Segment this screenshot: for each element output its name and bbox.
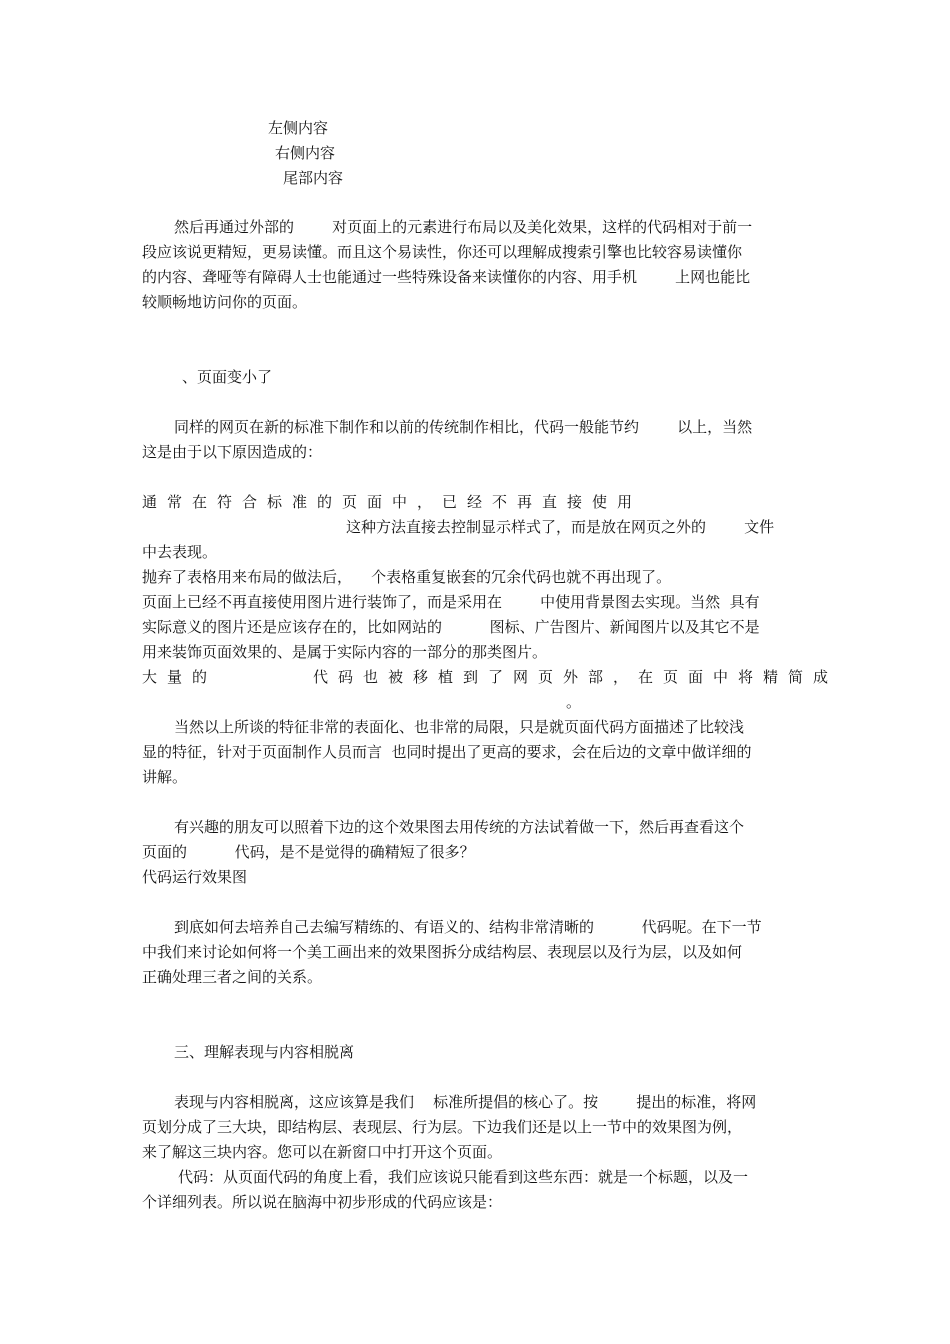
paragraph-line: 页划分成了三大块，即结构层、表现层、行为层。下边我们还是以上一节中的效果图为例， <box>142 1118 743 1136</box>
list-item: 代码也被移植到了网页外部，在页面中将精简成 <box>313 668 839 686</box>
paragraph-line: 显的特征，针对于页面制作人员而言 也同时提出了更高的要求，会在后边的文章中做详细的 <box>142 743 752 761</box>
list-item: 抛弃了表格用来布局的做法后， 个表格重复嵌套的冗余代码也就不再出现了。 <box>142 568 672 586</box>
list-item: 通常在符合标准的页面中，已经不再直接使用 <box>142 493 643 511</box>
list-item: 大量的 <box>142 668 218 686</box>
paragraph-line: 来了解这三块内容。您可以在新窗口中打开这个页面。 <box>142 1143 503 1161</box>
section-heading: 、页面变小了 <box>182 368 273 386</box>
paragraph-line: 代码：从页面代码的角度上看，我们应该说只能看到这些东西：就是一个标题，以及一 <box>178 1168 749 1186</box>
paragraph-line: 有兴趣的朋友可以照着下边的这个效果图去用传统的方法试着做一下，然后再查看这个 <box>174 818 745 836</box>
paragraph-line: 页面的 代码，是不是觉得的确精短了很多？ <box>142 843 475 861</box>
paragraph-line: 到底如何去培养自己去编写精练的、有语义的、结构非常清晰的 代码呢。在下一节 <box>174 918 762 936</box>
paragraph-line: 当然以上所谈的特征非常的表面化、也非常的局限，只是就页面代码方面描述了比较浅 <box>174 718 745 736</box>
paragraph-line: 段应该说更精短，更易读懂。而且这个易读性，你还可以理解成搜索引擎也比较容易读懂你 <box>142 243 743 261</box>
list-item: 页面上已经不再直接使用图片进行装饰了，而是采用在 中使用背景图去实现。当然 具有 <box>142 593 760 611</box>
paragraph-line: 个详细列表。所以说在脑海中初步形成的代码应该是： <box>142 1193 503 1211</box>
list-item: 。 <box>566 693 582 711</box>
list-item: 中去表现。 <box>142 543 218 561</box>
list-item: 实际意义的图片还是应该存在的，比如网站的 图标、广告图片、新闻图片以及其它不是 <box>142 618 760 636</box>
code-label-left: 左侧内容 <box>268 119 329 137</box>
code-label-right: 右侧内容 <box>275 144 336 162</box>
paragraph-line: 这是由于以下原因造成的： <box>142 443 323 461</box>
paragraph-line: 中我们来讨论如何将一个美工画出来的效果图拆分成结构层、表现层以及行为层，以及如何 <box>142 943 743 961</box>
paragraph-line: 较顺畅地访问你的页面。 <box>142 293 308 311</box>
list-item: 这种方法直接去控制显示样式了，而是放在网页之外的 文件 <box>346 518 775 536</box>
paragraph-line: 讲解。 <box>142 768 188 786</box>
paragraph-line: 正确处理三者之间的关系。 <box>142 968 323 986</box>
paragraph-line: 同样的网页在新的标准下制作和以前的传统制作相比，代码一般能节约 以上，当然 <box>174 418 753 436</box>
figure-caption: 代码运行效果图 <box>142 868 248 886</box>
paragraph-line: 然后再通过外部的 对页面上的元素进行布局以及美化效果，这样的代码相对于前一 <box>174 218 753 236</box>
paragraph-line: 表现与内容相脱离，这应该算是我们 标准所提倡的核心了。按 提出的标准，将网 <box>174 1093 757 1111</box>
paragraph-line: 的内容、聋哑等有障碍人士也能通过一些特殊设备来读懂你的内容、用手机 上网也能比 <box>142 268 751 286</box>
section-heading: 三、理解表现与内容相脱离 <box>174 1043 355 1061</box>
code-label-footer: 尾部内容 <box>283 169 344 187</box>
list-item: 用来装饰页面效果的、是属于实际内容的一部分的那类图片。 <box>142 643 548 661</box>
